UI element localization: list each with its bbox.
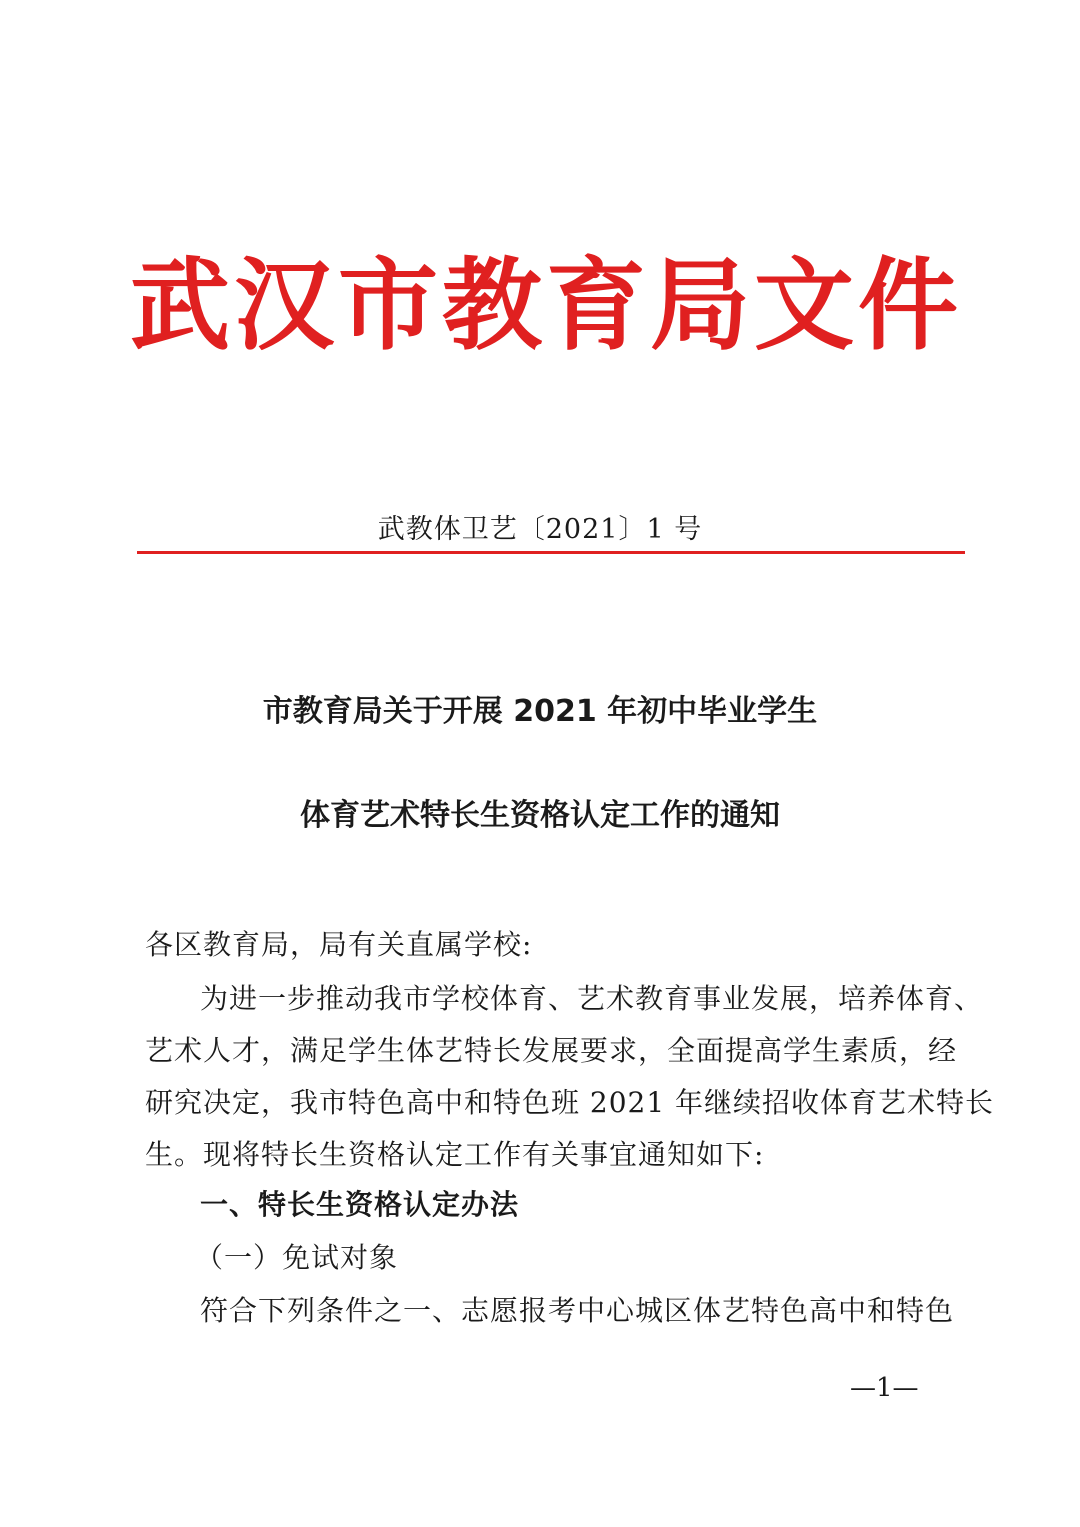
salutation: 各区教育局，局有关直属学校: <box>145 928 533 961</box>
section-heading-1: 一、特长生资格认定办法 <box>200 1188 520 1221</box>
document-number: 武教体卫艺〔2021〕1 号 <box>377 514 703 545</box>
body-line-4: 生。现将特长生资格认定工作有关事宜通知如下: <box>145 1138 765 1171</box>
subsection-heading-1: （一）免试对象 <box>195 1241 399 1274</box>
body-line-1: 为进一步推动我市学校体育、艺术教育事业发展，培养体育、 <box>200 982 984 1015</box>
red-divider-line <box>137 551 965 554</box>
body-line-5: 符合下列条件之一、志愿报考中心城区体艺特色高中和特色 <box>200 1294 955 1327</box>
body-line-3: 研究决定，我市特色高中和特色班 2021 年继续招收体育艺术特长 <box>145 1086 995 1119</box>
notice-title-line-2: 体育艺术特长生资格认定工作的通知 <box>300 798 780 833</box>
page-number: —1— <box>850 1373 919 1403</box>
masthead-title: 武汉市教育局文件 <box>130 247 962 364</box>
notice-title-line-1: 市教育局关于开展 2021 年初中毕业学生 <box>262 694 818 729</box>
body-line-2: 艺术人才，满足学生体艺特长发展要求，全面提高学生素质，经 <box>145 1034 958 1067</box>
